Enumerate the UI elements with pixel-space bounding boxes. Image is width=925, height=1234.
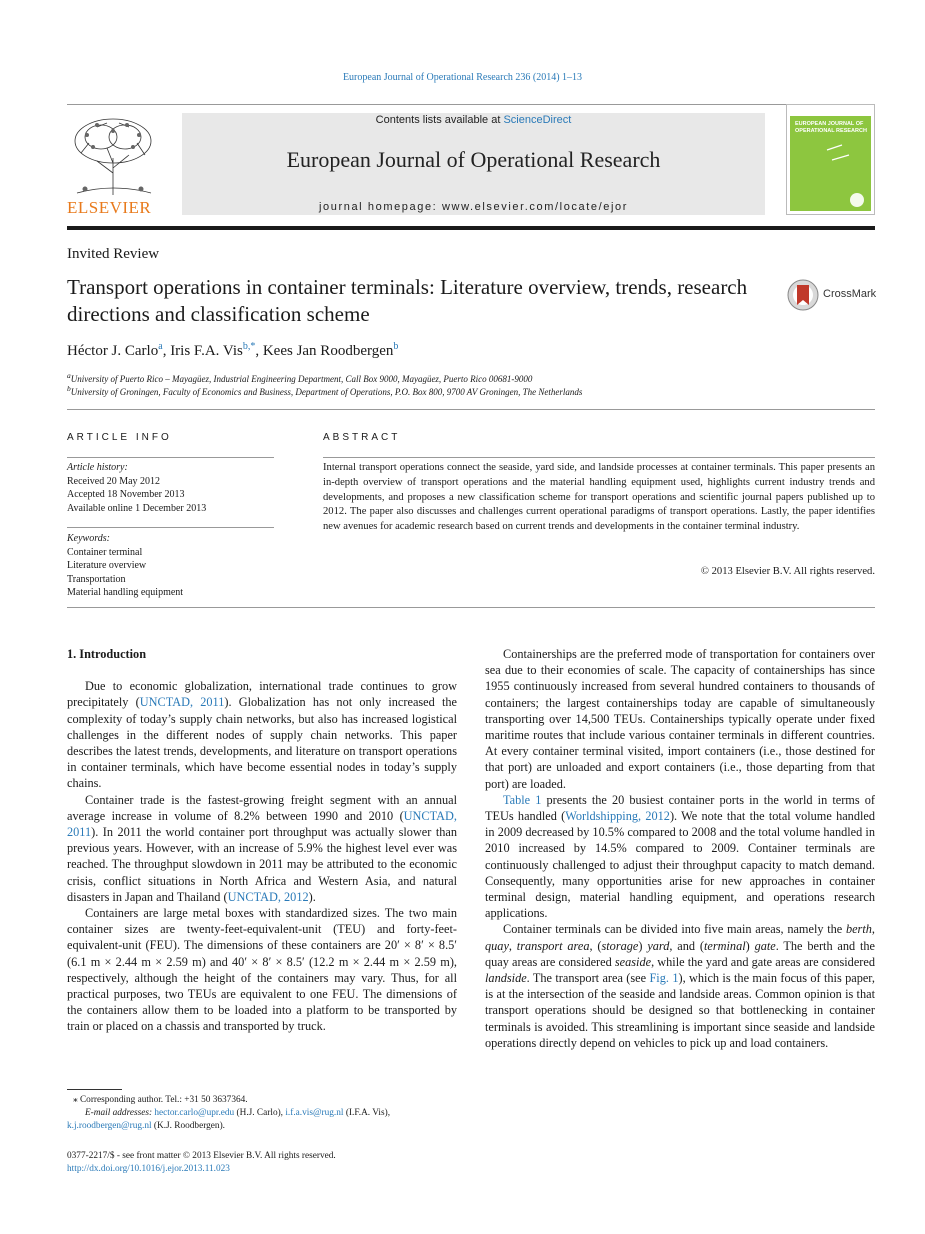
paragraph: Table 1 presents the 20 busiest container ports in the world in terms of TEUs handled (Worldshipping, 2012). We note that the total volume handled in 2009 decreased by 10.5% compared to 2008 and the total volume handled in 2010 increased by 14.5% compared to 2009. Container terminals are continuously challenged to adjust their throughput capacity to match demand. Consequently, many opportunities arise for new approaches in container terminal design, material handling equipment, and operations research applications. (485, 792, 875, 921)
affiliation-a (67, 371, 532, 384)
accepted-date: Accepted 18 November 2013 (67, 489, 185, 500)
affiliation-text: University of Groningen, Faculty of Economics and Business, Department of Operations, P.O. Box 800, 9700 AV Groningen, The Netherlands (70, 387, 583, 397)
received-date: Received 20 May 2012 (67, 475, 161, 487)
footnotes (67, 1094, 457, 1133)
article-info-heading: ARTICLE INFO (67, 432, 172, 443)
keywords-rule (67, 527, 274, 528)
journal-cover-image (787, 105, 874, 214)
citation-link[interactable]: UNCTAD, 2012 (227, 889, 309, 904)
elsevier-tree-logo (67, 113, 159, 198)
article-title: Transport operations in container terminals: Literature overview, trends, research directions and classification scheme (67, 275, 748, 326)
email-note: E-mail addresses: hector.carlo@upr.edu (H.J. Carlo), i.f.a.vis@rug.nl (I.F.A. Vis), (85, 1108, 391, 1118)
section-heading: 1. Introduction (67, 647, 147, 661)
body-right-column (485, 646, 875, 1051)
paragraph: Containers are large metal boxes with standardized sizes. The two main container sizes are twenty-feet-equivalent-unit (TEU) and forty-feet-equivalent-unit (FEU). The dimensions of these containers are 20′ × 8′ × 8.5′ (6.1 m × 2.44 m × 2.59 m) and 40′ × 8′ × 8.5′ (12.2 m × 2.44 m × 2.59 m), respectively, although the height of the containers may vary. Thus, for all practical purposes, two TEUs are equivalent to one FEU. The dimensions of the containers allow them to be loaded into a platform to be transported by train or placed on a chassis and transported by truck. (67, 906, 457, 1034)
abstract-bottom-rule (67, 607, 875, 608)
history-label: Article history: (67, 462, 128, 473)
affiliation-text: University of Puerto Rico – Mayagüez, Industrial Engineering Department, Call Box 9000, Mayagüez, Puerto Rico 00681-9000 (70, 374, 533, 384)
affiliation-mark: b (67, 384, 71, 393)
affiliation-mark: a (67, 371, 71, 380)
title-block-rule (67, 409, 875, 410)
author-name[interactable]: Kees Jan Roodbergen (262, 343, 394, 359)
journal-title: European Journal of Operational Research (286, 147, 661, 172)
contents-line (182, 114, 765, 126)
affiliation-b (67, 384, 582, 397)
author-list: Héctor J. Carlo$^a$, Iris F.A. Vis$^{b,*}$, Kees Jan Roodbergen$^b$ (67, 341, 399, 359)
keyword: Literature overview (67, 560, 147, 571)
email-link[interactable]: i.f.a.vis@rug.nl (285, 1108, 344, 1118)
abstract-copyright: © 2013 Elsevier B.V. All rights reserved. (700, 566, 875, 577)
article-type: Invited Review (67, 246, 160, 262)
doi-link[interactable]: http://dx.doi.org/10.1016/j.ejor.2013.11.023 (67, 1164, 230, 1174)
body-left-column (67, 646, 457, 1035)
paragraph: Container terminals can be divided into five main areas, namely the berth, quay, transport area, (storage) yard, and (terminal) gate. The berth and the quay areas are considered seaside, while the yard and gate areas are considered landside. The transport area (see Fig. 1), which is the main focus of this paper, is at the intersection of the seaside and landside areas. Common opinion is that transport operations should be designed so that bottlenecking in container terminals is avoided. This streamlining is important since seaside and landside operations directly depend on vehicles to pick up and load containers. (485, 922, 876, 1050)
citation-link[interactable]: UNCTAD, 2011 (67, 808, 457, 840)
corresponding-author-note: ⁎ Corresponding author. Tel.: +31 50 3637364. (73, 1095, 248, 1105)
keywords-label: Keywords: (67, 533, 110, 544)
cover-title-1: EUROPEAN JOURNAL OF (795, 121, 864, 127)
keywords-block (67, 532, 183, 600)
citation-link[interactable]: UNCTAD, 2011 (139, 695, 225, 710)
keyword: Container terminal (67, 546, 143, 558)
masthead-bottom-rule (67, 226, 875, 230)
elsevier-wordmark: ELSEVIER (67, 198, 152, 217)
header-rule (67, 104, 875, 105)
paragraph: Container trade is the fastest-growing freight segment with an annual average increase in volume of 8.2% between 1990 and 2010 (UNCTAD, 2011). In 2011 the world container port throughput was actually slower than previous years. However, with an increase of 5.9% the highest level ever was reached. The throughput slowdown in 2011 may be attributed to the economic crisis, conflict situations in North Africa and Western Asia, and natural disasters in Japan and Thailand (UNCTAD, 2012). (67, 792, 457, 904)
online-date: Available online 1 December 2013 (67, 502, 207, 514)
abstract-heading: ABSTRACT (323, 432, 401, 443)
citation-link[interactable]: Worldshipping, 2012 (565, 809, 670, 824)
email-link[interactable]: hector.carlo@upr.edu (154, 1108, 235, 1118)
crossmark-label[interactable]: CrossMark (823, 288, 877, 300)
abstract-text: Internal transport operations connect the seaside, yard side, and landside processes at container terminals. This paper presents an in-depth overview of transport operations and the material handling equipment used, highlights current industry trends and developments, and proposes a new classification scheme for transport operations and scientific journal papers published up to 2012. The paper also discusses and challenges current operational paradigms of transport operations. Lastly, the paper identifies new avenues for academic research based on current trends and developments in the container terminal industry. (323, 462, 875, 533)
email-link[interactable]: k.j.roodbergen@rug.nl (67, 1121, 152, 1131)
sciencedirect-link[interactable]: ScienceDirect (503, 114, 572, 126)
journal-cover-thumbnail[interactable] (786, 104, 875, 215)
paragraph: Containerships are the preferred mode of transportation for containers over sea due to their economies of scale. The capacity of containerships has since 1955 continuously increased from several hundred containers to thousands of containers; the largest containerships today are capable of simultaneously transporting over 14,500 TEUs. Containerships typically operate under fixed maritime routes that include various container terminals in different countries. At every container terminal visited, import containers (i.e., those destined for that port) are unloaded and export containers (i.e., those departing from that port) are loaded. (485, 647, 875, 791)
author-affiliation-mark[interactable]: b (393, 341, 399, 352)
email-note-cont: k.j.roodbergen@rug.nl (K.J. Roodbergen). (67, 1121, 225, 1131)
article-history (67, 461, 206, 515)
keyword: Transportation (67, 573, 126, 585)
keyword: Material handling equipment (67, 587, 184, 598)
footnote-rule (67, 1089, 122, 1090)
email-label: E-mail addresses: (85, 1108, 153, 1118)
cover-title-2: OPERATIONAL RESEARCH (795, 128, 867, 134)
journal-homepage[interactable]: journal homepage: www.elsevier.com/locate/ejor (319, 201, 628, 213)
paragraph: Due to economic globalization, international trade continues to grow precipitately (UNCTAD, 2011). Globalization has not only increased the complexity of today’s supply chain networks, but also has increased logistical challenges in the different nodes of supply chain networks. This paper describes the latest trends, developments, and literature on transport operations in container terminals, which have become essential nodes in today’s supply chains. (67, 679, 457, 791)
journal-citation[interactable]: European Journal of Operational Research 236 (2014) 1–13 (342, 72, 583, 83)
figure-link[interactable]: Fig. 1 (649, 971, 679, 986)
author-name[interactable]: Héctor J. Carlo (67, 343, 159, 359)
issn-line: 0377-2217/$ - see front matter © 2013 Elsevier B.V. All rights reserved. (67, 1151, 336, 1161)
author-affiliation-mark[interactable]: a (158, 341, 163, 352)
author-affiliation-mark[interactable]: b,* (242, 341, 256, 352)
contents-prefix: Contents lists available at (375, 114, 504, 126)
abstract-rule (323, 457, 875, 458)
author-name[interactable]: Iris F.A. Vis (170, 343, 243, 359)
article-info-rule (67, 457, 274, 458)
table-link[interactable]: Table 1 (503, 792, 542, 807)
crossmark-icon[interactable] (787, 279, 819, 311)
